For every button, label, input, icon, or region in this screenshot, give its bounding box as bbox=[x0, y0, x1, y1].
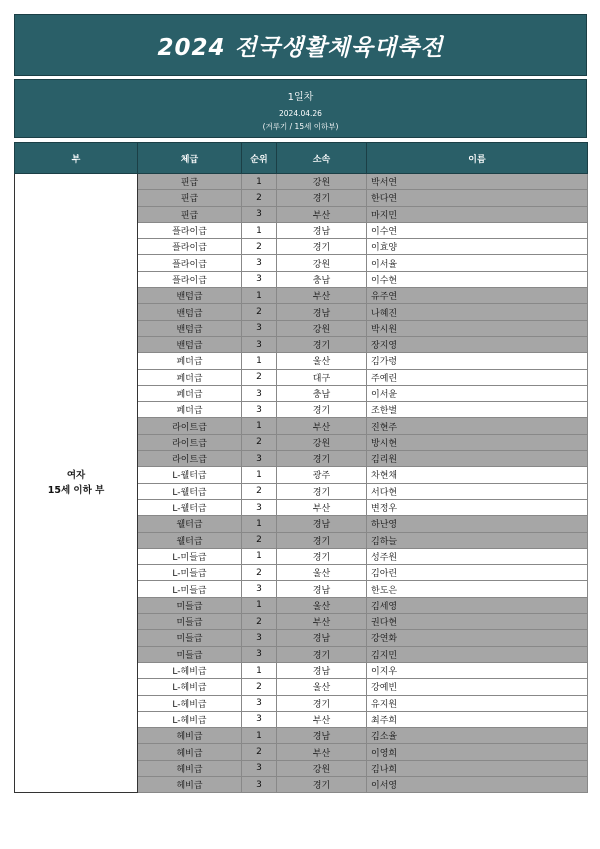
name-cell: 장지영 bbox=[367, 336, 588, 352]
region-cell: 경기 bbox=[277, 695, 367, 711]
rank-cell: 3 bbox=[242, 336, 277, 352]
name-cell: 이영희 bbox=[367, 744, 588, 760]
weight-cell: 밴텀급 bbox=[138, 336, 242, 352]
region-cell: 경기 bbox=[277, 776, 367, 792]
rank-cell: 2 bbox=[242, 614, 277, 630]
rank-cell: 3 bbox=[242, 581, 277, 597]
weight-cell: 밴텀급 bbox=[138, 320, 242, 336]
region-cell: 경기 bbox=[277, 532, 367, 548]
region-cell: 강원 bbox=[277, 255, 367, 271]
header-region: 소속 bbox=[277, 143, 367, 174]
region-cell: 충남 bbox=[277, 271, 367, 287]
weight-cell: 페더급 bbox=[138, 353, 242, 369]
region-cell: 경기 bbox=[277, 336, 367, 352]
rank-cell: 3 bbox=[242, 320, 277, 336]
rank-cell: 1 bbox=[242, 418, 277, 434]
rank-cell: 3 bbox=[242, 630, 277, 646]
rank-cell: 3 bbox=[242, 385, 277, 401]
region-cell: 경기 bbox=[277, 483, 367, 499]
rank-cell: 2 bbox=[242, 532, 277, 548]
rank-cell: 3 bbox=[242, 271, 277, 287]
name-cell: 서다현 bbox=[367, 483, 588, 499]
region-cell: 경기 bbox=[277, 451, 367, 467]
region-cell: 대구 bbox=[277, 369, 367, 385]
header-division: 부 bbox=[15, 143, 138, 174]
weight-cell: L-웰터급 bbox=[138, 499, 242, 515]
rank-cell: 3 bbox=[242, 255, 277, 271]
page-title: 2024 전국생활체육대축전 bbox=[157, 34, 444, 61]
rank-cell: 2 bbox=[242, 304, 277, 320]
region-cell: 부산 bbox=[277, 744, 367, 760]
weight-cell: 페더급 bbox=[138, 369, 242, 385]
name-cell: 김소율 bbox=[367, 728, 588, 744]
name-cell: 김세영 bbox=[367, 597, 588, 613]
category-label: (겨루기 / 15세 이하부) bbox=[262, 122, 339, 131]
weight-cell: 미들급 bbox=[138, 646, 242, 662]
rank-cell: 3 bbox=[242, 402, 277, 418]
rank-cell: 1 bbox=[242, 597, 277, 613]
name-cell: 유지원 bbox=[367, 695, 588, 711]
day-label: 1일차 bbox=[287, 92, 314, 103]
rank-cell: 1 bbox=[242, 662, 277, 678]
name-cell: 주예린 bbox=[367, 369, 588, 385]
rank-cell: 3 bbox=[242, 776, 277, 792]
name-cell: 박시원 bbox=[367, 320, 588, 336]
region-cell: 경기 bbox=[277, 239, 367, 255]
name-cell: 차현채 bbox=[367, 467, 588, 483]
rank-cell: 1 bbox=[242, 353, 277, 369]
name-cell: 권다현 bbox=[367, 614, 588, 630]
region-cell: 광주 bbox=[277, 467, 367, 483]
name-cell: 이수현 bbox=[367, 271, 588, 287]
rank-cell: 3 bbox=[242, 499, 277, 515]
name-cell: 유주연 bbox=[367, 288, 588, 304]
weight-cell: L-웰터급 bbox=[138, 483, 242, 499]
region-cell: 경남 bbox=[277, 662, 367, 678]
rank-cell: 3 bbox=[242, 711, 277, 727]
region-cell: 충남 bbox=[277, 385, 367, 401]
rank-cell: 1 bbox=[242, 728, 277, 744]
region-cell: 경남 bbox=[277, 222, 367, 238]
weight-cell: 플라이급 bbox=[138, 222, 242, 238]
name-cell: 이서영 bbox=[367, 776, 588, 792]
rank-cell: 2 bbox=[242, 483, 277, 499]
name-cell: 진현주 bbox=[367, 418, 588, 434]
region-cell: 경기 bbox=[277, 190, 367, 206]
weight-cell: L-웰터급 bbox=[138, 467, 242, 483]
region-cell: 경남 bbox=[277, 728, 367, 744]
table-header-row bbox=[15, 143, 588, 174]
rank-cell: 1 bbox=[242, 548, 277, 564]
name-cell: 방시현 bbox=[367, 434, 588, 450]
header-name: 이름 bbox=[367, 143, 588, 174]
weight-cell: 미들급 bbox=[138, 614, 242, 630]
region-cell: 울산 bbox=[277, 679, 367, 695]
name-cell: 김하늘 bbox=[367, 532, 588, 548]
rank-cell: 3 bbox=[242, 646, 277, 662]
name-cell: 한다연 bbox=[367, 190, 588, 206]
region-cell: 강원 bbox=[277, 174, 367, 190]
rank-cell: 3 bbox=[242, 451, 277, 467]
subtitle-banner bbox=[14, 79, 587, 138]
weight-cell: 플라이급 bbox=[138, 271, 242, 287]
weight-cell: 헤비급 bbox=[138, 728, 242, 744]
weight-cell: L-헤비급 bbox=[138, 662, 242, 678]
weight-cell: 미들급 bbox=[138, 597, 242, 613]
weight-cell: 헤비급 bbox=[138, 744, 242, 760]
weight-cell: 라이트급 bbox=[138, 434, 242, 450]
region-cell: 부산 bbox=[277, 418, 367, 434]
region-cell: 부산 bbox=[277, 288, 367, 304]
rank-cell: 3 bbox=[242, 695, 277, 711]
rank-cell: 1 bbox=[242, 288, 277, 304]
region-cell: 울산 bbox=[277, 353, 367, 369]
rank-cell: 2 bbox=[242, 369, 277, 385]
weight-cell: 핀급 bbox=[138, 174, 242, 190]
name-cell: 마지민 bbox=[367, 206, 588, 222]
region-cell: 경기 bbox=[277, 646, 367, 662]
weight-cell: 밴텀급 bbox=[138, 304, 242, 320]
name-cell: 김가령 bbox=[367, 353, 588, 369]
name-cell: 김아린 bbox=[367, 565, 588, 581]
name-cell: 변정우 bbox=[367, 499, 588, 515]
division-gender: 여자 bbox=[66, 470, 86, 482]
name-cell: 이서율 bbox=[367, 255, 588, 271]
region-cell: 울산 bbox=[277, 565, 367, 581]
name-cell: 최주희 bbox=[367, 711, 588, 727]
rank-cell: 1 bbox=[242, 516, 277, 532]
name-cell: 박서연 bbox=[367, 174, 588, 190]
title-banner bbox=[14, 14, 587, 76]
region-cell: 강원 bbox=[277, 320, 367, 336]
name-cell: 강연화 bbox=[367, 630, 588, 646]
results-table bbox=[14, 142, 588, 793]
region-cell: 경남 bbox=[277, 581, 367, 597]
weight-cell: L-헤비급 bbox=[138, 695, 242, 711]
name-cell: 성주원 bbox=[367, 548, 588, 564]
name-cell: 한도은 bbox=[367, 581, 588, 597]
weight-cell: 라이트급 bbox=[138, 451, 242, 467]
region-cell: 경남 bbox=[277, 304, 367, 320]
region-cell: 경남 bbox=[277, 630, 367, 646]
weight-cell: 핀급 bbox=[138, 190, 242, 206]
rank-cell: 2 bbox=[242, 679, 277, 695]
header-weight: 체급 bbox=[138, 143, 242, 174]
region-cell: 부산 bbox=[277, 499, 367, 515]
rank-cell: 1 bbox=[242, 467, 277, 483]
name-cell: 김지민 bbox=[367, 646, 588, 662]
region-cell: 강원 bbox=[277, 434, 367, 450]
name-cell: 김리원 bbox=[367, 451, 588, 467]
rank-cell: 2 bbox=[242, 434, 277, 450]
table-row bbox=[15, 174, 588, 190]
weight-cell: L-헤비급 bbox=[138, 711, 242, 727]
weight-cell: 페더급 bbox=[138, 385, 242, 401]
header-rank: 순위 bbox=[242, 143, 277, 174]
table-body bbox=[15, 174, 588, 793]
region-cell: 울산 bbox=[277, 597, 367, 613]
weight-cell: 밴텀급 bbox=[138, 288, 242, 304]
name-cell: 이서윤 bbox=[367, 385, 588, 401]
name-cell: 조한별 bbox=[367, 402, 588, 418]
weight-cell: 미들급 bbox=[138, 630, 242, 646]
weight-cell: 페더급 bbox=[138, 402, 242, 418]
rank-cell: 2 bbox=[242, 744, 277, 760]
name-cell: 김나희 bbox=[367, 760, 588, 776]
rank-cell: 2 bbox=[242, 239, 277, 255]
rank-cell: 3 bbox=[242, 760, 277, 776]
weight-cell: L-미들급 bbox=[138, 581, 242, 597]
weight-cell: L-헤비급 bbox=[138, 679, 242, 695]
weight-cell: L-미들급 bbox=[138, 565, 242, 581]
weight-cell: 라이트급 bbox=[138, 418, 242, 434]
region-cell: 경기 bbox=[277, 548, 367, 564]
name-cell: 나혜진 bbox=[367, 304, 588, 320]
weight-cell: 헤비급 bbox=[138, 776, 242, 792]
rank-cell: 3 bbox=[242, 206, 277, 222]
division-cell bbox=[15, 174, 138, 793]
name-cell: 이수연 bbox=[367, 222, 588, 238]
weight-cell: 웰터급 bbox=[138, 532, 242, 548]
region-cell: 부산 bbox=[277, 614, 367, 630]
weight-cell: 플라이급 bbox=[138, 255, 242, 271]
region-cell: 경남 bbox=[277, 516, 367, 532]
region-cell: 강원 bbox=[277, 760, 367, 776]
name-cell: 이효양 bbox=[367, 239, 588, 255]
date-label: 2024.04.26 bbox=[279, 109, 322, 118]
rank-cell: 1 bbox=[242, 222, 277, 238]
weight-cell: 플라이급 bbox=[138, 239, 242, 255]
name-cell: 강예빈 bbox=[367, 679, 588, 695]
rank-cell: 2 bbox=[242, 190, 277, 206]
name-cell: 이지우 bbox=[367, 662, 588, 678]
rank-cell: 2 bbox=[242, 565, 277, 581]
weight-cell: 핀급 bbox=[138, 206, 242, 222]
region-cell: 부산 bbox=[277, 206, 367, 222]
weight-cell: L-미들급 bbox=[138, 548, 242, 564]
weight-cell: 헤비급 bbox=[138, 760, 242, 776]
region-cell: 부산 bbox=[277, 711, 367, 727]
rank-cell: 1 bbox=[242, 174, 277, 190]
name-cell: 하난영 bbox=[367, 516, 588, 532]
weight-cell: 웰터급 bbox=[138, 516, 242, 532]
region-cell: 경기 bbox=[277, 402, 367, 418]
division-age: 15세 이하 부 bbox=[47, 485, 105, 497]
